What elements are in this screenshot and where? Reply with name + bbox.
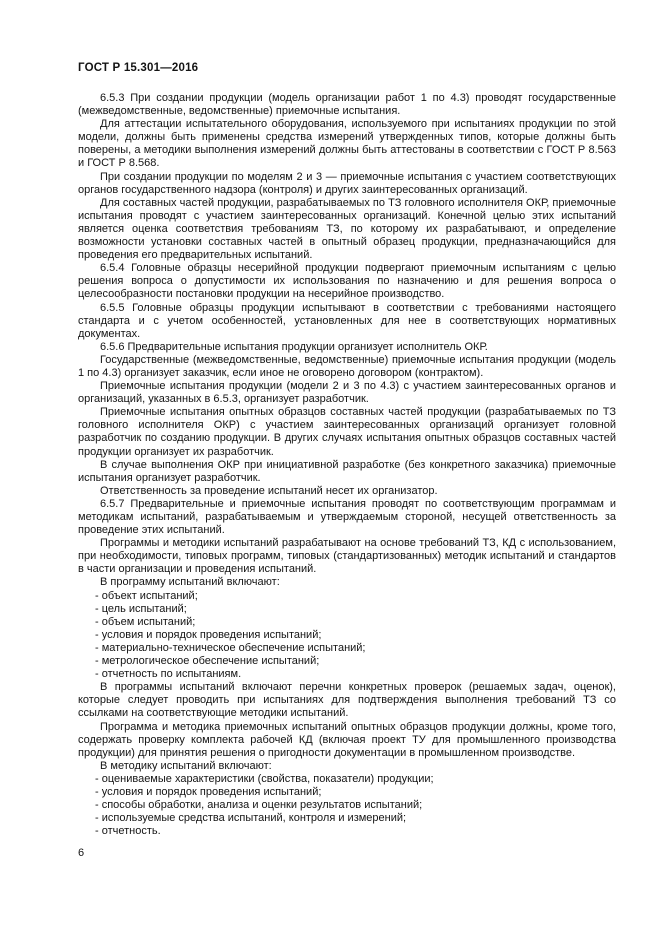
document-header-standard-number: ГОСТ Р 15.301—2016 bbox=[78, 62, 199, 74]
paragraph: Приемочные испытания опытных образцов составных частей продукции (разрабатываемых по ТЗ головного исполнителя ОКР) с участием заинтересованных организаций организует головной разработчик по созданию продукции. В других случаях испытания опытных образцов составных частей продукции организует их разработчик. bbox=[78, 406, 616, 458]
list-item: - условия и порядок проведения испытаний; bbox=[95, 628, 322, 641]
page-number: 6 bbox=[78, 847, 85, 859]
paragraph: 6.5.4 Головные образцы несерийной продукции подвергают приемочным испытаниям с целью решения вопроса о допустимости их использования по назначению и для решения вопроса о целесообразности постановки продукции на несерийное производство. bbox=[78, 262, 616, 301]
list-item: - используемые средства испытаний, контроля и измерений; bbox=[95, 812, 407, 825]
paragraph: В программы испытаний включают перечни конкретных проверок (решаемых задач, оценок), которые следует проводить при испытаниях для подтверждения выполнения требований ТЗ со ссылками на соответствующие методики испытаний. bbox=[78, 681, 616, 720]
paragraph: Ответственность за проведение испытаний несет их организатор. bbox=[100, 484, 438, 497]
paragraph: 6.5.6 Предварительные испытания продукции организует исполнитель ОКР. bbox=[100, 340, 488, 353]
list-item: - объем испытаний; bbox=[95, 615, 196, 628]
paragraph: 6.5.5 Головные образцы продукции испытывают в соответствии с требованиями настоящего стандарта и с учетом особенностей, установленных для нее в соответствующих нормативных документах. bbox=[78, 301, 616, 340]
paragraph: 6.5.7 Предварительные и приемочные испытания проводят по соответствующим программам и методикам испытаний, разрабатываемым и утверждаемым стороной, несущей ответственность за проведение этих испытаний. bbox=[78, 497, 616, 537]
list-item: - условия и порядок проведения испытаний; bbox=[95, 785, 322, 798]
paragraph: 6.5.3 При создании продукции (модель организации работ 1 по 4.3) проводят государственные (межведомственные, ведомственные) приемочные испытания. bbox=[78, 92, 616, 118]
list-item: - способы обработки, анализа и оценки результатов испытаний; bbox=[95, 799, 423, 812]
list-item: - отчетность. bbox=[95, 825, 161, 838]
paragraph: При создании продукции по моделям 2 и 3 — приемочные испытания с участием соответствующих органов государственного надзора (контроля) и других заинтересованных организаций. bbox=[78, 170, 616, 196]
list-item: - материально-техническое обеспечение испытаний; bbox=[95, 641, 366, 654]
list-item: - метрологическое обеспечение испытаний; bbox=[95, 655, 320, 668]
paragraph: В случае выполнения ОКР при инициативной разработке (без конкретного заказчика) приемочные испытания организует разработчик. bbox=[78, 458, 616, 484]
list-item: - цель испытаний; bbox=[95, 602, 187, 615]
paragraph: Программа и методика приемочных испытаний опытных образцов продукции должны, кроме того, содержать проверку комплекта рабочей КД (включая проект ТУ для промышленного производства продукции) для принятия решения о пригодности документации в промышленном производстве. bbox=[78, 720, 616, 759]
paragraph: Государственные (межведомственные, ведомственные) приемочные испытания продукции (модель 1 по 4.3) организует заказчик, если иное не оговорено договором (контрактом). bbox=[78, 353, 616, 379]
paragraph: Приемочные испытания продукции (модели 2 и 3 по 4.3) с участием заинтересованных органов и организаций, указанных в 6.5.3, организует разработчик. bbox=[78, 380, 616, 406]
paragraph: В программу испытаний включают: bbox=[100, 576, 280, 589]
paragraph: Для аттестации испытательного оборудования, используемого при испытаниях продукции по этой модели, должны быть применены средства измерений утвержденных типов, которые должны быть поверены, а методики выполнения измерений должны быть аттестованы в соответствии с ГОСТ Р 8.563 и ГОСТ Р 8.568. bbox=[78, 118, 616, 170]
paragraph: Для составных частей продукции, разрабатываемых по ТЗ головного исполнителя ОКР, приемочные испытания проводят с участием заинтересованных организаций. Конечной целью этих испытаний является оценка соответствия требованиям ТЗ, по которому их разрабатывают, и определение возможности установки составных частей в опытный образец продукции, предназначающийся для проведения его предварительных испытаний. bbox=[78, 196, 616, 262]
paragraph: Программы и методики испытаний разрабатывают на основе требований ТЗ, КД с использованием, при необходимости, типовых программ, типовых (стандартизованных) методик испытаний и стандартов в части организации и проведения испытаний. bbox=[78, 537, 616, 576]
list-item: - отчетность по испытаниям. bbox=[95, 668, 242, 681]
list-item: - оцениваемые характеристики (свойства, показатели) продукции; bbox=[95, 772, 434, 785]
document-body bbox=[78, 92, 616, 838]
list-item: - объект испытаний; bbox=[95, 589, 198, 602]
paragraph: В методику испытаний включают: bbox=[100, 759, 272, 772]
